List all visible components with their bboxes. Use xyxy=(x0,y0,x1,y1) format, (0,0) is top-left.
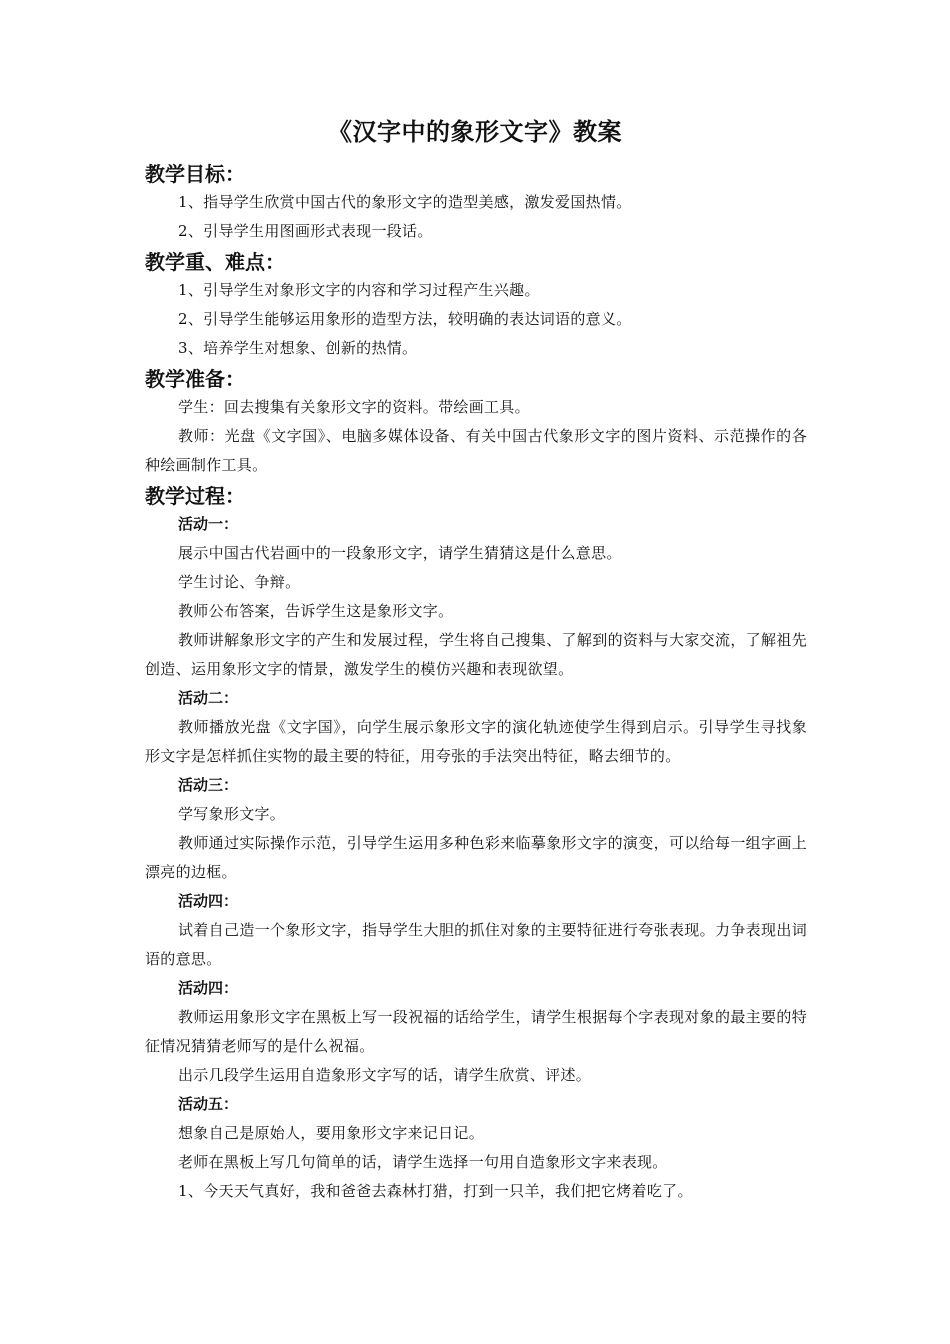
objectives-heading: 教学目标： xyxy=(145,162,245,186)
activity-paragraph: 学生讨论、争辩。 xyxy=(178,573,301,591)
preparation-heading: 教学准备： xyxy=(145,367,245,391)
preparation-item: 学生：回去搜集有关象形文字的资料。带绘画工具。 xyxy=(178,398,530,416)
activity-paragraph: 学写象形文字。 xyxy=(178,805,286,823)
objective-item: 1、指导学生欣赏中国古代的象形文字的造型美感，激发爱国热情。 xyxy=(178,193,632,211)
activity-label: 活动四： xyxy=(178,979,239,997)
activity-paragraph: 教师讲解象形文字的产生和发展过程，学生将自己搜集、了解到的资料与大家交流，了解祖先创造、运用象形文字的情景，激发学生的模仿兴趣和表现欲望。 xyxy=(145,631,807,678)
preparation-item: 教师：光盘《文字国》、电脑多媒体设备、有关中国古代象形文字的图片资料、示范操作的各种绘画制作工具。 xyxy=(145,427,807,474)
activity-paragraph: 教师运用象形文字在黑板上写一段祝福的话给学生，请学生根据每个字表现对象的最主要的特征情况猜猜老师写的是什么祝福。 xyxy=(145,1008,807,1055)
activity-paragraph: 1、今天天气真好，我和爸爸去森林打猎，打到一只羊，我们把它烤着吃了。 xyxy=(178,1182,693,1200)
key-points-heading: 教学重、难点： xyxy=(145,250,285,274)
activity-paragraph: 教师公布答案，告诉学生这是象形文字。 xyxy=(178,602,454,620)
process-heading: 教学过程： xyxy=(145,484,245,508)
activity-paragraph: 教师播放光盘《文字国》，向学生展示象形文字的演化轨迹使学生得到启示。引导学生寻找象形文字是怎样抓住实物的最主要的特征，用夸张的手法突出特征，略去细节的。 xyxy=(145,718,807,765)
activity-paragraph: 老师在黑板上写几句简单的话，请学生选择一句用自造象形文字来表现。 xyxy=(178,1153,668,1171)
key-point-item: 3、培养学生对想象、创新的热情。 xyxy=(178,339,418,357)
document-body xyxy=(145,160,807,1206)
objective-item: 2、引导学生用图画形式表现一段话。 xyxy=(178,222,433,240)
activity-label: 活动二： xyxy=(178,689,239,707)
activity-label: 活动五： xyxy=(178,1095,239,1113)
activity-paragraph: 出示几段学生运用自造象形文字写的话，请学生欣赏、评述。 xyxy=(178,1066,592,1084)
activity-label: 活动一： xyxy=(178,515,239,533)
activity-paragraph: 展示中国古代岩画中的一段象形文字，请学生猜猜这是什么意思。 xyxy=(178,544,622,562)
activity-paragraph: 试着自己造一个象形文字，指导学生大胆的抓住对象的主要特征进行夸张表现。力争表现出词语的意思。 xyxy=(145,921,807,968)
activity-label: 活动四： xyxy=(178,892,239,910)
key-point-item: 1、引导学生对象形文字的内容和学习过程产生兴趣。 xyxy=(178,281,540,299)
activity-label: 活动三： xyxy=(178,776,239,794)
key-point-item: 2、引导学生能够运用象形的造型方法，较明确的表达词语的意义。 xyxy=(178,310,632,328)
activity-paragraph: 想象自己是原始人，要用象形文字来记日记。 xyxy=(178,1124,485,1142)
document-title: 《汉字中的象形文字》教案 xyxy=(328,118,622,146)
activity-paragraph: 教师通过实际操作示范，引导学生运用多种色彩来临摹象形文字的演变，可以给每一组字画上漂亮的边框。 xyxy=(145,834,807,881)
